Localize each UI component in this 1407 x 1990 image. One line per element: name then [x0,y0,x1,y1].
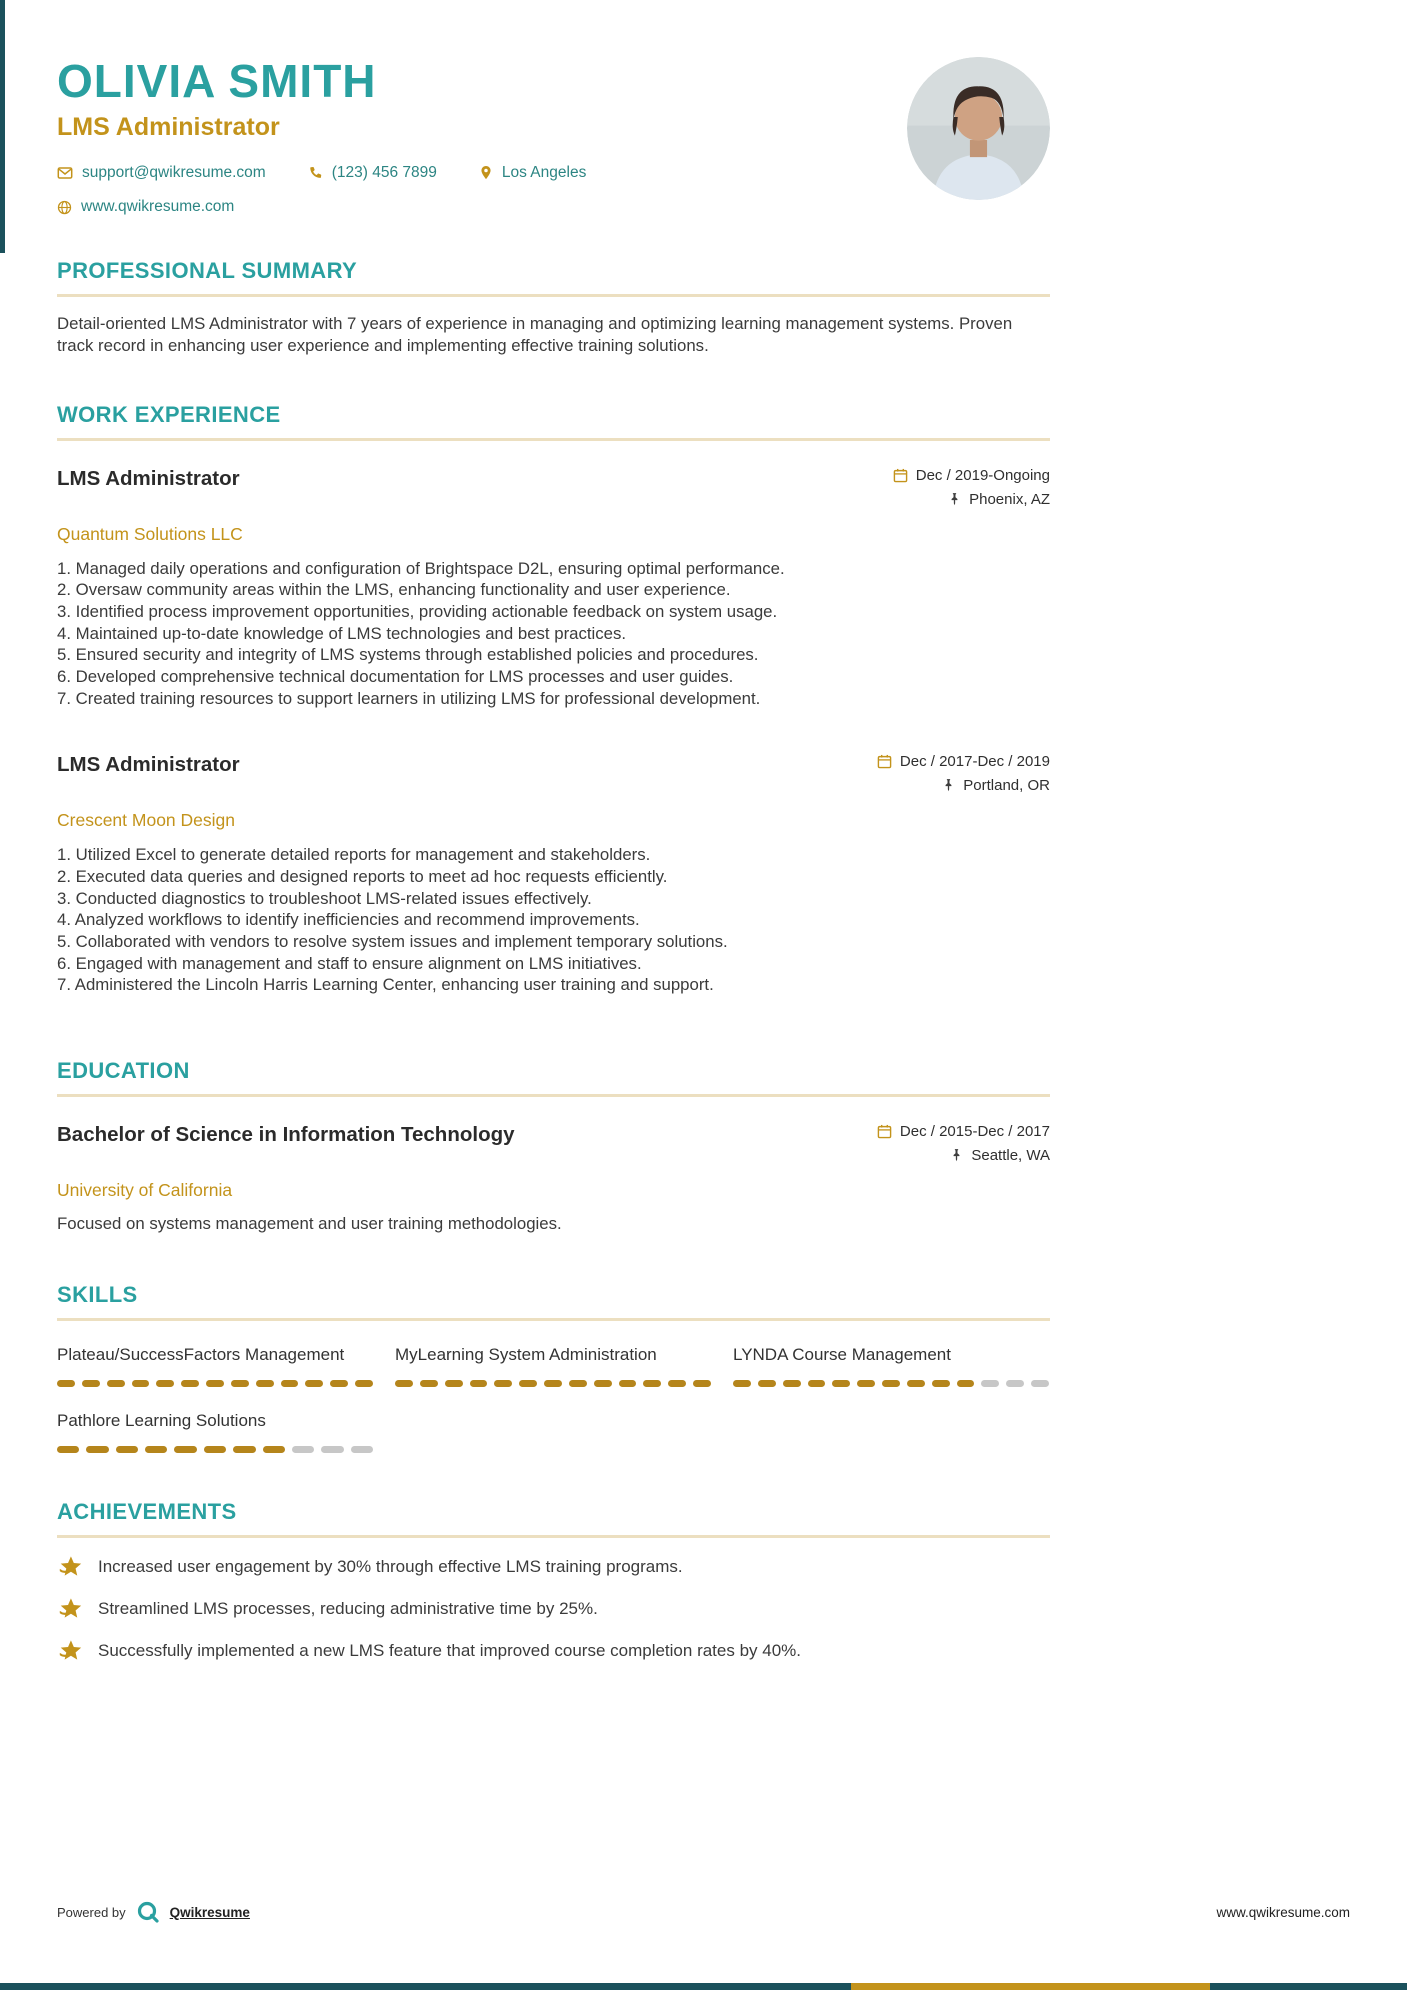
star-badge-icon [57,1596,83,1622]
skill-level-dash [544,1380,562,1387]
summary-text: Detail-oriented LMS Administrator with 7 years of experience in managing and optimizing learning management systems. Proven track record in enhancing user experience and implementing effective training solutions. [57,314,1013,356]
skill-level-dash [351,1446,373,1453]
job-title-2: LMS Administrator [57,753,240,777]
skill-level-dash [733,1380,751,1387]
job-bullet: Conducted diagnostics to troubleshoot LMS-related issues effectively. [75,888,592,908]
contact-website[interactable] [57,198,234,216]
skill-level-dash [321,1446,343,1453]
section-divider [57,1094,1050,1097]
section-divider [57,438,1050,441]
job-bullet: Maintained up-to-date knowledge of LMS technologies and best practices. [75,623,627,643]
job-date-line [893,467,1050,484]
job-company-2: Crescent Moon Design [57,810,235,831]
job-date-2: Dec / 2017-Dec / 2019 [899,753,1050,771]
education-entry [57,1123,1050,1234]
job-bullet: Administered the Lincoln Harris Learning Center, enhancing user training and support. [74,975,714,995]
skill-level-dash [808,1380,826,1387]
pushpin-icon [948,492,961,507]
contact-location [479,164,586,182]
pushpin-icon [942,778,955,793]
education-location: Seattle, WA [971,1146,1050,1164]
skill-level-dash [181,1380,199,1387]
header [57,57,1050,216]
skill-level-dash [174,1446,196,1453]
job-date-1: Dec / 2019-Ongoing [915,466,1050,484]
section-skills [57,1282,1050,1453]
job-bullet: Utilized Excel to generate detailed reports for management and stakeholders. [75,845,651,865]
skill-level-dash [758,1380,776,1387]
pushpin-icon [950,1148,963,1163]
contact-email-text: support@qwikresume.com [82,164,266,182]
education-date-line [877,1123,1050,1140]
job-bullets-1 [57,558,1050,710]
qwikresume-logo [136,1900,160,1924]
education-entry-head [57,1123,1050,1171]
achievement-text: Streamlined LMS processes, reducing administrative time by 25%. [98,1598,598,1618]
job-location-2: Portland, OR [963,777,1050,795]
skill-level-dash [445,1380,463,1387]
footer [57,1900,1350,1924]
skill-level-bar [57,1380,373,1387]
skill-level-dash [355,1380,373,1387]
contact-row-2 [57,198,586,216]
achievements-list [57,1554,1050,1664]
person-job-title: LMS Administrator [57,113,280,142]
skill-level-dash [233,1446,255,1453]
job-location-line [877,777,1050,794]
skill-level-dash [857,1380,875,1387]
skill-level-dash [395,1380,413,1387]
skill-name: MyLearning System Administration [395,1344,657,1364]
skill-level-bar [733,1380,1049,1387]
skill-level-dash [832,1380,850,1387]
skill-level-dash [231,1380,249,1387]
achievement-item-2 [57,1596,1050,1622]
skill-level-dash [594,1380,612,1387]
skill-level-dash [86,1446,108,1453]
section-divider [57,294,1050,297]
skill-level-dash [420,1380,438,1387]
contact-website-text: www.qwikresume.com [81,198,235,216]
job-bullet: Analyzed workflows to identify inefficiencies and recommend improvements. [74,910,640,930]
map-pin-icon [479,165,493,181]
skill-level-dash [1031,1380,1049,1387]
skill-level-dash [82,1380,100,1387]
skill-level-dash [292,1446,314,1453]
education-meta [877,1123,1050,1171]
job-bullet: Managed daily operations and configuration of Brightspace D2L, ensuring optimal performance. [75,558,785,578]
summary-heading: PROFESSIONAL SUMMARY [57,258,358,284]
job-entry-head [57,753,1050,801]
job-date-line [877,753,1050,770]
achievement-text: Increased user engagement by 30% through effective LMS training programs. [98,1556,683,1576]
skill-name: Pathlore Learning Solutions [57,1410,266,1430]
job-bullet: Ensured security and integrity of LMS systems through established policies and procedures. [75,645,759,665]
contact-row-1 [57,164,586,182]
skill-level-dash [145,1446,167,1453]
skill-level-dash [783,1380,801,1387]
skill-level-dash [619,1380,637,1387]
powered-by-label: Powered by [57,1904,126,1920]
skill-level-dash [206,1380,224,1387]
bottom-accent-bar [0,1983,1407,1990]
education-location-line [877,1147,1050,1164]
skill-item-2 [395,1345,711,1387]
skill-level-dash [668,1380,686,1387]
left-accent-bar [0,0,5,253]
contact-email[interactable] [57,164,266,182]
job-title-1: LMS Administrator [57,466,240,490]
skill-level-dash [305,1380,323,1387]
skill-level-dash [57,1380,75,1387]
work-heading: WORK EXPERIENCE [57,401,281,427]
skill-level-dash [643,1380,661,1387]
skills-grid [57,1321,1050,1453]
calendar-icon [877,754,892,769]
job-company-1: Quantum Solutions LLC [57,523,243,544]
envelope-icon [57,165,73,181]
section-work-experience [57,402,1050,996]
skill-level-dash [981,1380,999,1387]
job-location-line [893,491,1050,508]
job-bullet: Executed data queries and designed reports to meet ad hoc requests efficiently. [75,866,668,886]
skill-level-dash [569,1380,587,1387]
achievements-heading: ACHIEVEMENTS [57,1498,237,1524]
skill-level-dash [156,1380,174,1387]
skill-level-bar [395,1380,711,1387]
person-name: OLIVIA SMITH [57,55,377,107]
contact-location-text: Los Angeles [501,164,587,182]
skill-level-dash [932,1380,950,1387]
job-bullet: Identified process improvement opportunities, providing actionable feedback on system usage. [75,601,778,621]
skill-item-4 [57,1411,373,1453]
brand-link[interactable]: Qwikresume [169,1904,250,1920]
job-bullet: Created training resources to support learners in utilizing LMS for professional development. [75,688,761,708]
footer-website-link[interactable]: www.qwikresume.com [1216,1904,1350,1920]
job-entry-head [57,467,1050,515]
skill-level-dash [957,1380,975,1387]
job-location-1: Phoenix, AZ [969,490,1050,508]
job-bullet: Oversaw community areas within the LMS, enhancing functionality and user experience. [75,580,731,600]
skill-level-dash [57,1446,79,1453]
profile-photo-image [907,57,1050,200]
job-bullets-2 [57,844,1050,996]
job-bullet: Developed comprehensive technical documentation for LMS processes and user guides. [75,666,734,686]
bottom-bar-segment-teal-2 [1210,1983,1407,1990]
skills-heading: SKILLS [57,1281,138,1307]
job-entry-1 [57,467,1050,710]
section-education [57,1058,1050,1234]
star-badge-icon [57,1638,83,1664]
calendar-icon [877,1124,892,1139]
skill-level-dash [256,1380,274,1387]
skill-name: LYNDA Course Management [733,1344,951,1364]
globe-icon [57,200,72,215]
achievement-text: Successfully implemented a new LMS feature that improved course completion rates by 40%. [98,1640,802,1660]
skill-level-dash [519,1380,537,1387]
bottom-bar-segment-teal-1 [0,1983,851,1990]
star-badge-icon [57,1554,83,1580]
skill-level-dash [907,1380,925,1387]
education-degree: Bachelor of Science in Information Technology [57,1122,515,1146]
skill-level-bar [57,1446,373,1453]
job-bullet: Engaged with management and staff to ensure alignment on LMS initiatives. [75,953,642,973]
skill-level-dash [693,1380,711,1387]
education-heading: EDUCATION [57,1057,190,1083]
job-meta-1 [893,467,1050,515]
footer-branding [57,1900,250,1924]
bottom-bar-segment-gold [851,1983,1210,1990]
achievement-item-3 [57,1638,1050,1664]
header-identity [57,57,586,216]
skill-level-dash [330,1380,348,1387]
job-meta-2 [877,753,1050,801]
skill-level-dash [1006,1380,1024,1387]
skill-name: Plateau/SuccessFactors Management [57,1344,345,1364]
phone-icon [308,166,323,181]
section-professional-summary [57,258,1050,357]
calendar-icon [893,468,908,483]
contact-phone[interactable] [308,164,437,182]
contact-phone-text: (123) 456 7899 [331,164,437,182]
skill-level-dash [494,1380,512,1387]
education-note: Focused on systems management and user training methodologies. [57,1213,562,1233]
job-entry-2 [57,753,1050,996]
skill-item-1 [57,1345,373,1387]
section-achievements [57,1499,1050,1664]
skill-level-dash [882,1380,900,1387]
skill-level-dash [263,1446,285,1453]
skill-level-dash [116,1446,138,1453]
skill-level-dash [281,1380,299,1387]
profile-photo [907,57,1050,200]
skill-level-dash [470,1380,488,1387]
job-bullet: Collaborated with vendors to resolve system issues and implement temporary solutions. [75,931,728,951]
skill-item-3 [733,1345,1049,1387]
skill-level-dash [204,1446,226,1453]
section-divider [57,1535,1050,1538]
achievement-item-1 [57,1554,1050,1580]
education-date: Dec / 2015-Dec / 2017 [899,1122,1050,1140]
skill-level-dash [107,1380,125,1387]
education-school: University of California [57,1179,233,1200]
skill-level-dash [132,1380,150,1387]
